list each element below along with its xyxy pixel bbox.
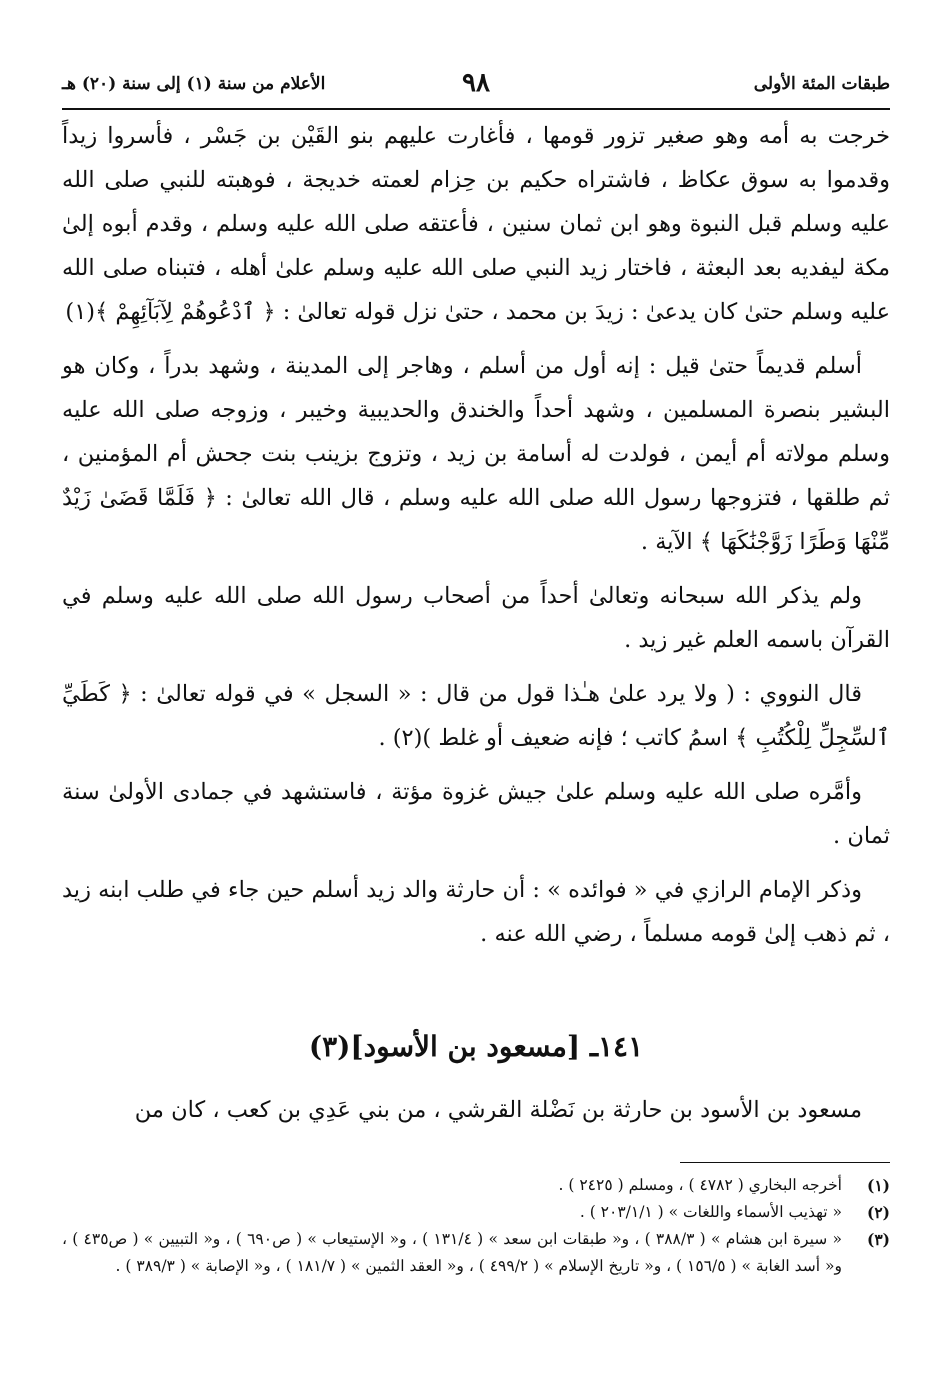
- header-book-title: طبقات المئة الأولى: [753, 74, 890, 94]
- footnote-text: أخرجه البخاري ( ٤٧٨٢ ) ، ومسلم ( ٢٤٢٥ ) .: [558, 1176, 842, 1194]
- footnote-divider: [680, 1162, 890, 1163]
- section-first-line: مسعود بن الأسود بن حارثة بن نَضْلة القرشي ، من بني عَدِي بن كعب ، كان من: [134, 1097, 862, 1123]
- footnote-text: « سيرة ابن هشام » ( ٣٨٨/٣ ) ، و« طبقات ابن سعد » ( ١٣١/٤ ) ، و« الإستيعاب » ( ص٦٩٠ ) ، و« التبيين » ( ص٤٣٥ ) ، و« أسد الغابة » ( ١٥٦/٥ ) ، و« تاريخ الإسلام » ( ٤٩٩/٢ ) ، و« العقد الثمين » ( ١٨١/٧ ) ، و« الإصابة » ( ٣٨٩/٣ ) .: [62, 1230, 842, 1275]
- page-header: [62, 68, 890, 104]
- footnote: [62, 1226, 890, 1280]
- footnotes: [62, 1172, 890, 1280]
- paragraph: وذكر الإمام الرازي في « فوائده » : أن حارثة والد زيد أسلم حين جاء في طلب ابنه زيد ، ثم ذهب إلىٰ قومه مسلماً ، رضي الله عنه .: [62, 877, 890, 947]
- footnote-text: « تهذيب الأسماء واللغات » ( ٢٠٣/١/١ ) .: [579, 1203, 842, 1221]
- header-divider: [62, 108, 890, 110]
- footnote: [62, 1172, 890, 1199]
- paragraph: ولم يذكر الله سبحانه وتعالىٰ أحداً من أصحاب رسول الله صلى الله عليه وسلم في القرآن باسمه العلم غير زيد .: [62, 583, 890, 653]
- paragraph: أسلم قديماً حتىٰ قيل : إنه أول من أسلم ، وهاجر إلى المدينة ، وشهد بدراً ، وكان هو البشير بنصرة المسلمين ، وشهد أحداً والخندق والحديبية وخيبر ، وزوجه صلى الله عليه وسلم مولاته أم أيمن ، فولدت له أسامة بن زيد ، وتزوج بزينب بنت جحش أم المؤمنين ، ثم طلقها ، فتزوجها رسول الله صلى الله عليه وسلم ، قال الله تعالىٰ : ﴿ فَلَمَّا قَضَىٰ زَيْدٌ مِّنْهَا وَطَرًا زَوَّجْنَٰكَهَا ﴾ الآية .: [62, 353, 890, 555]
- footnote-number: (٢): [866, 1203, 890, 1222]
- paragraph: قال النووي : ( ولا يرد علىٰ هـٰذا قول من قال : « السجل » في قوله تعالىٰ : ﴿ كَطَيِّ ٱلسِّجِلِّ لِلْكُتُبِ ﴾ اسمُ كاتب ؛ فإنه ضعيف أو غلط )(٢) .: [62, 681, 890, 751]
- footnote: [62, 1199, 890, 1226]
- paragraph: خرجت به أمه وهو صغير تزور قومها ، فأغارت عليهم بنو القَيْن بن جَسْر ، فأسروا زيداً وقدموا به سوق عكاظ ، فاشتراه حكيم بن حِزام لعمته خديجة ، فوهبته للنبي صلى الله عليه وسلم قبل النبوة وهو ابن ثمان سنين ، فأعتقه صلى الله عليه وسلم ، وقدم أبوه إلىٰ مكة ليفديه بعد البعثة ، فاختار زيد النبي صلى الله عليه وسلم علىٰ أهله ، فتبناه صلى الله عليه وسلم حتىٰ كان يدعىٰ : زيدَ بن محمد ، حتىٰ نزل قوله تعالىٰ : ﴿ ٱدْعُوهُمْ لِآبَآئِهِمْ ﴾(١): [62, 123, 890, 325]
- page-number: ٩٨: [462, 68, 490, 98]
- footnote-number: (١): [866, 1176, 890, 1195]
- section-heading: ١٤١ـ [مسعود بن الأسود](٣): [308, 1030, 644, 1063]
- header-section-title: الأعلام من سنة (١) إلى سنة (٢٠) هـ: [62, 74, 326, 94]
- paragraph: وأمَّره صلى الله عليه وسلم علىٰ جيش غزوة مؤتة ، فاستشهد في جمادى الأولىٰ سنة ثمان .: [62, 779, 890, 849]
- main-text: [62, 114, 890, 966]
- footnote-number: (٣): [866, 1230, 890, 1249]
